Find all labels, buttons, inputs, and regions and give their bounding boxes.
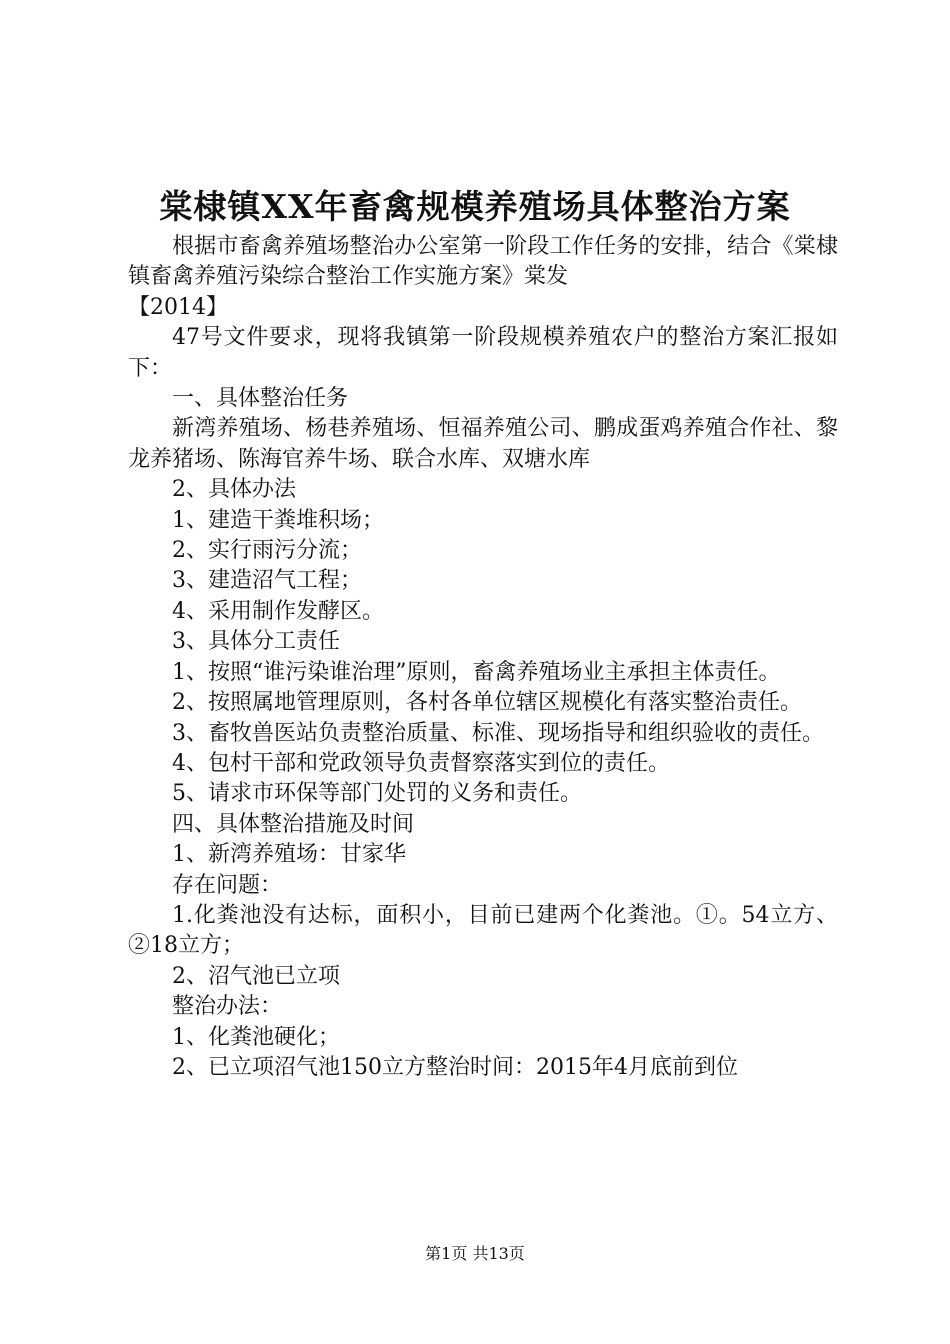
- list-item: 3、畜牧兽医站负责整治质量、标准、现场指导和组织验收的责任。: [172, 720, 824, 746]
- paragraph: 存在问题：: [172, 872, 283, 898]
- section-heading: 3、具体分工责任: [172, 629, 340, 655]
- section-heading: 一、具体整治任务: [172, 386, 349, 412]
- paragraph: 根据市畜禽养殖场整治办公室第一阶段工作任务的安排，结合《棠棣镇畜禽养殖污染综合整治工作实施方案》棠发: [128, 234, 838, 290]
- list-item: 2、沼气池已立项: [172, 963, 340, 989]
- paragraph: 1、新湾养殖场：甘家华: [172, 842, 406, 868]
- section-heading: 四、具体整治措施及时间: [172, 811, 415, 837]
- paragraph: 47号文件要求，现将我镇第一阶段规模养殖农户的整治方案汇报如下：: [128, 325, 838, 381]
- list-item: 1、按照“谁污染谁治理”原则，畜禽养殖场业主承担主体责任。: [172, 659, 781, 685]
- paragraph: 【2014】: [128, 294, 228, 320]
- list-item: 1.化粪池没有达标，面积小，目前已建两个化粪池。①。54立方、②18立方；: [128, 902, 838, 959]
- list-item: 1、建造干粪堆积场；: [172, 507, 384, 533]
- page-number: 第1页 共13页: [425, 1244, 525, 1263]
- list-item: 4、包村干部和党政领导负责督察落实到位的责任。: [172, 750, 670, 776]
- paragraph: 新湾养殖场、杨巷养殖场、恒福养殖公司、鹏成蛋鸡养殖合作社、黎龙养猪场、陈海官养牛场、联合水库、双塘水库: [128, 416, 838, 472]
- list-item: 2、已立项沼气池150立方整治时间：2015年4月底前到位: [172, 1054, 738, 1080]
- paragraph: 整治办法：: [172, 994, 283, 1020]
- list-item: 3、建造沼气工程；: [172, 568, 362, 594]
- list-item: 1、化粪池硬化；: [172, 1024, 340, 1050]
- section-heading: 2、具体办法: [172, 477, 296, 503]
- list-item: 2、按照属地管理原则，各村各单位辖区规模化有落实整治责任。: [172, 690, 802, 716]
- list-item: 4、采用制作发酵区。: [172, 598, 384, 624]
- list-item: 2、实行雨污分流；: [172, 538, 362, 564]
- list-item: 5、请求市环保等部门处罚的义务和责任。: [172, 781, 582, 807]
- document-body: [128, 232, 838, 1083]
- document-title: 棠棣镇XX年畜禽规模养殖场具体整治方案: [159, 187, 791, 226]
